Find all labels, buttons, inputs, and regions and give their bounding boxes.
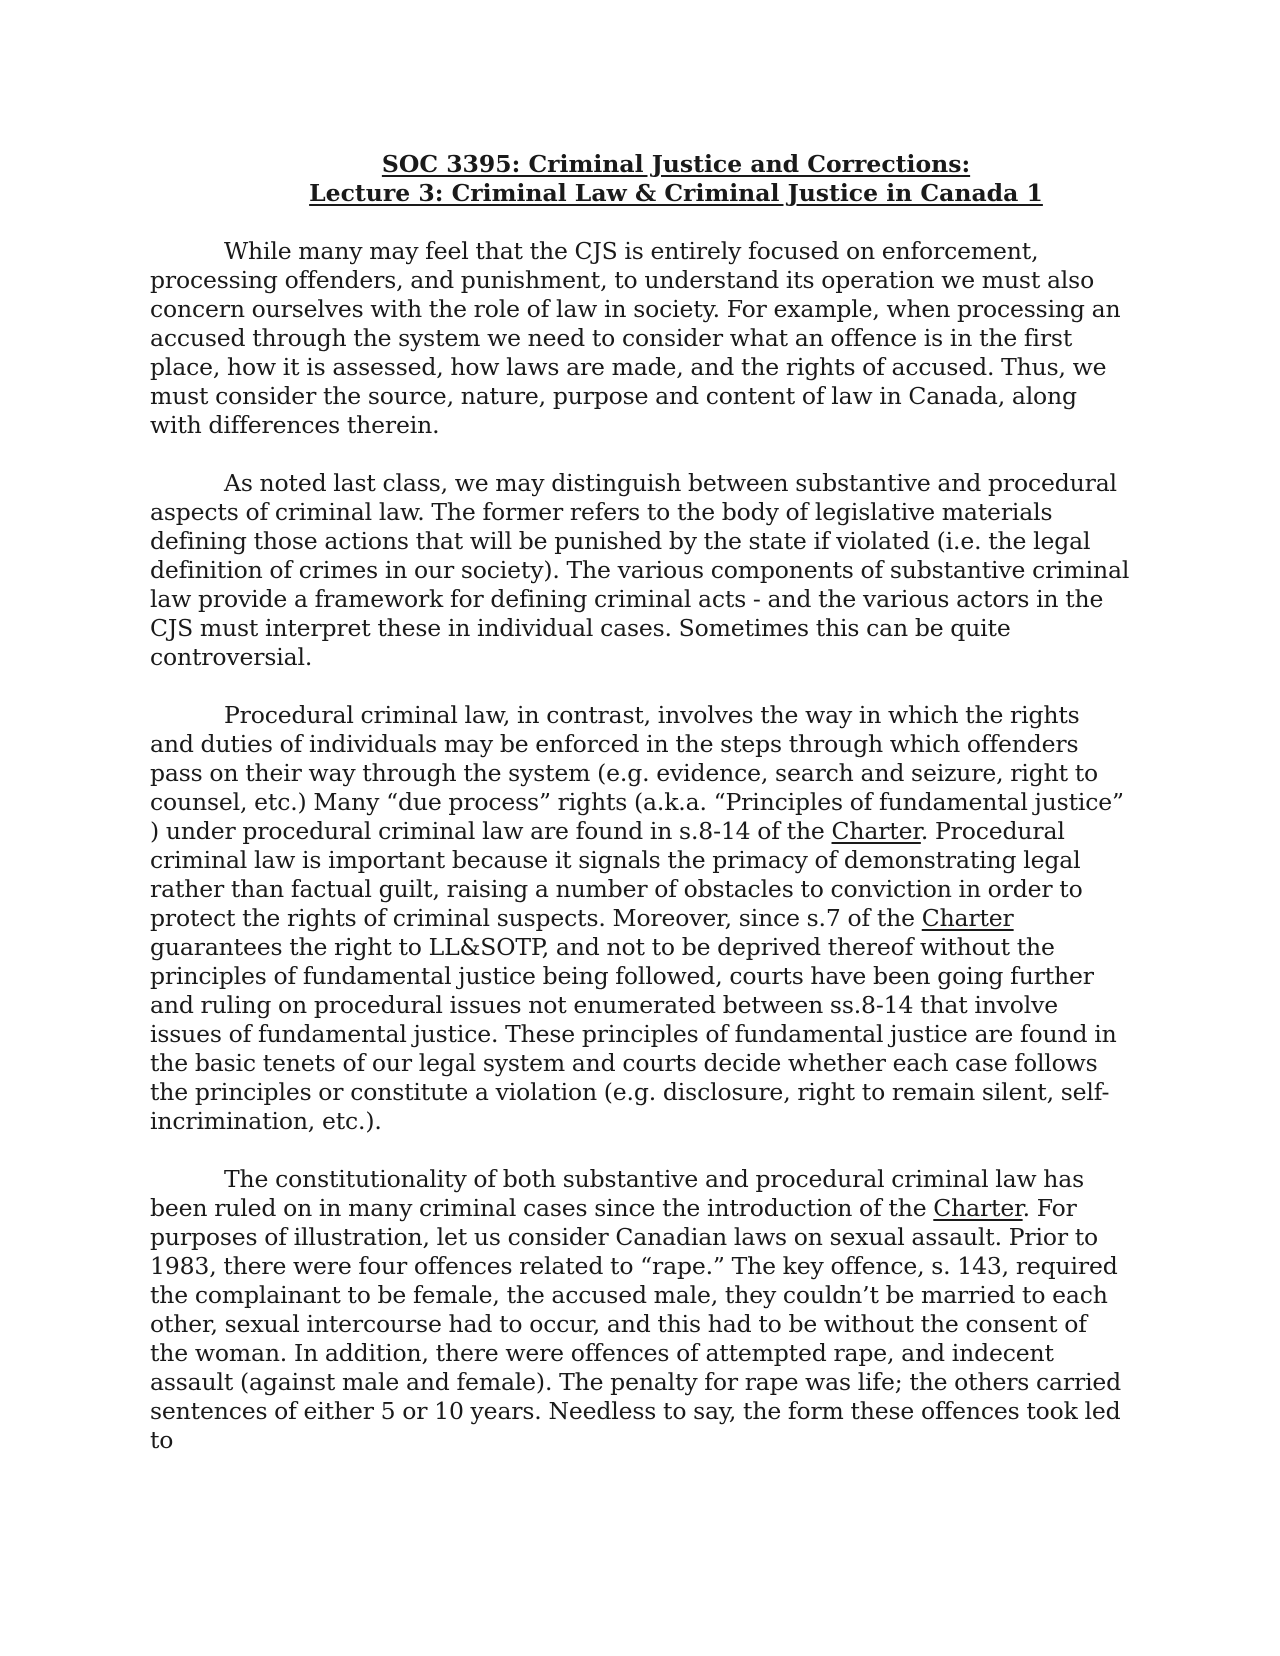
paragraph-4-text-a: The constitutionality of both substantive and procedural criminal law has been ruled on in many criminal cases since the introduction of the [150, 1165, 1085, 1222]
charter-reference: Charter [921, 904, 1014, 932]
paragraph-3 [150, 701, 1130, 1136]
paragraph-4-text-b: . For purposes of illustration, let us consider Canadian laws on sexual assault. Prior to 1983, there were four offences related to “rape.” The key offence, s. 143, required the complainant to be female, the accused male, they couldn’t be married to each other, sexual intercourse had to occur, and this had to be without the consent of the woman. In addition, there were offences of attempted rape, and indecent assault (against male and female). The penalty for rape was life; the others carried sentences of either 5 or 10 years. Needless to say, the form these offences took led to [150, 1194, 1122, 1454]
paragraph-1: While many may feel that the CJS is entirely focused on enforcement, processing offenders, and punishment, to understand its operation we must also concern ourselves with the role of law in society. For example, when processing an accused through the system we need to consider what an offence is in the first place, how it is assessed, how laws are made, and the rights of accused. Thus, we must consider the source, nature, purpose and content of law in Canada, along with differences therein. [150, 237, 1121, 439]
document-page [150, 150, 1130, 1484]
title-line-2: Lecture 3: Criminal Law & Criminal Justice in Canada 1 [309, 179, 1043, 207]
paragraph-3-text-a: Procedural criminal law, in contrast, involves the way in which the rights and duties of individuals may be enforced in the steps through which offenders pass on their way through the system (e.g. evidence, search and seizure, right to counsel, etc.) Many “due process” rights (a.k.a. “Principles of fundamental justice” ) under procedural criminal law are found in s.8-14 of the [150, 701, 1124, 845]
paragraph-3-text-b: . Procedural criminal law is important because it signals the primacy of demonstrating legal rather than factual guilt, raising a number of obstacles to conviction in order to protect the rights of criminal suspects. Moreover, since s.7 of the [150, 817, 1083, 932]
charter-reference: Charter [933, 1194, 1023, 1222]
paragraph-3-text-c: guarantees the right to LL&SOTP, and not to be deprived thereof without the principles of fundamental justice being followed, courts have been going further and ruling on procedural issues not enumerated between ss.8-14 that involve issues of fundamental justice. These principles of fundamental justice are found in the basic tenets of our legal system and courts decide whether each case follows the principles or constitute a violation (e.g. disclosure, right to remain silent, self-incrimination, etc.). [150, 933, 1117, 1135]
charter-reference: Charter [831, 817, 921, 845]
paragraph-2: As noted last class, we may distinguish between substantive and procedural aspects of criminal law. The former refers to the body of legislative materials defining those actions that will be punished by the state if violated (i.e. the legal definition of crimes in our society). The various components of substantive criminal law provide a framework for defining criminal acts - and the various actors in the CJS must interpret these in individual cases. Sometimes this can be quite controversial. [150, 469, 1130, 671]
title-line-1: SOC 3395: Criminal Justice and Corrections: [381, 150, 971, 178]
paragraph-4 [150, 1165, 1130, 1455]
document-title [150, 150, 1130, 208]
